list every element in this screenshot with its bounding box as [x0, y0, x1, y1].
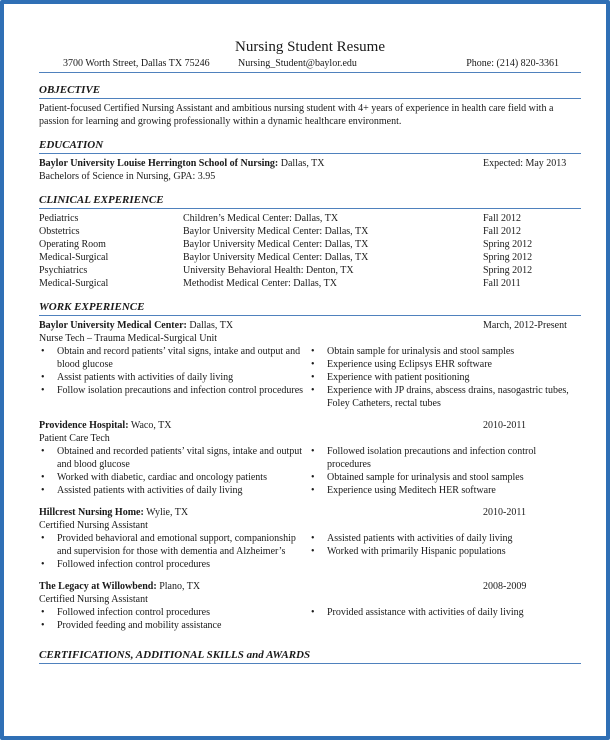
job-location: Dallas, TX — [186, 320, 234, 331]
clinical-place: Children’s Medical Center: Dallas, TX — [183, 213, 339, 224]
school-location: Dallas, TX — [278, 158, 325, 169]
duty-item: • Followed isolation precautions and infection control procedures — [309, 445, 579, 471]
job-date: 2010-2011 — [483, 507, 526, 518]
clinical-row — [39, 212, 581, 225]
duty-item: • Worked with diabetic, cardiac and oncology patients — [39, 471, 309, 484]
job-entry — [39, 419, 581, 497]
resume-title: Nursing Student Resume — [235, 39, 385, 55]
clinical-row — [39, 238, 581, 251]
work-list — [39, 319, 581, 632]
job-duties — [39, 445, 581, 497]
clinical-area: Psychiatrics — [39, 265, 88, 276]
duty-item: • Obtain and record patients’ vital signs, intake and output and blood glucose — [39, 345, 309, 371]
job-employer: The Legacy at Willowbend: — [39, 581, 157, 592]
duty-item: • Obtained sample for urinalysis and stool samples — [309, 471, 579, 484]
job-entry — [39, 319, 581, 410]
header-divider — [39, 72, 581, 73]
job-duties — [39, 606, 581, 632]
job-employer: Providence Hospital: — [39, 420, 129, 431]
clinical-row — [39, 264, 581, 277]
email: Nursing_Student@baylor.edu — [238, 58, 357, 69]
duties-right — [309, 606, 579, 632]
clinical-place: Baylor University Medical Center: Dallas, TX — [183, 226, 369, 237]
duty-item: • Experience with patient positioning — [309, 371, 579, 384]
duties-left — [39, 445, 309, 497]
section-divider — [39, 663, 581, 664]
job-header — [39, 580, 581, 593]
clinical-row — [39, 277, 581, 290]
job-role: Certified Nursing Assistant — [39, 594, 148, 605]
section-title-certifications: CERTIFICATIONS, ADDITIONAL SKILLS and AWARDS — [39, 649, 311, 661]
clinical-place: University Behavioral Health: Denton, TX — [183, 265, 354, 276]
section-title-objective: OBJECTIVE — [39, 84, 101, 96]
duty-item: • Assist patients with activities of daily living — [39, 371, 309, 384]
phone: Phone: (214) 820-3361 — [466, 58, 559, 69]
clinical-date: Fall 2011 — [483, 278, 521, 289]
duties-left — [39, 606, 309, 632]
clinical-list — [39, 212, 581, 290]
clinical-area: Pediatrics — [39, 213, 79, 224]
school-name: Baylor University Louise Herrington School of Nursing: — [39, 158, 279, 169]
clinical-area: Operating Room — [39, 239, 106, 250]
job-header — [39, 419, 581, 432]
duty-item: • Follow isolation precautions and infection control procedures — [39, 384, 309, 397]
clinical-area: Obstetrics — [39, 226, 80, 237]
clinical-place: Baylor University Medical Center: Dallas, TX — [183, 239, 369, 250]
job-location: Waco, TX — [128, 420, 172, 431]
job-location: Plano, TX — [156, 581, 201, 592]
section-title-work: WORK EXPERIENCE — [39, 301, 145, 313]
duty-item: • Worked with primarily Hispanic populations — [309, 545, 579, 558]
duty-item: • Assisted patients with activities of daily living — [309, 532, 579, 545]
job-role: Nurse Tech – Trauma Medical-Surgical Unit — [39, 333, 218, 344]
duty-item: • Obtain sample for urinalysis and stool samples — [309, 345, 579, 358]
clinical-area: Medical-Surgical — [39, 252, 109, 263]
section-divider — [39, 153, 581, 154]
job-header — [39, 319, 581, 332]
duty-item: • Assisted patients with activities of daily living — [39, 484, 309, 497]
job-entry — [39, 580, 581, 632]
section-title-clinical: CLINICAL EXPERIENCE — [39, 194, 164, 206]
clinical-date: Fall 2012 — [483, 226, 522, 237]
clinical-area: Medical-Surgical — [39, 278, 109, 289]
duty-item: • Followed infection control procedures — [39, 606, 309, 619]
objective-text: Patient-focused Certified Nursing Assistant and ambitious nursing student with 4+ years of experience in health care field with a passion for learning and growing professionally within a dynamic healthcare environment. — [39, 103, 554, 127]
duties-right — [309, 345, 579, 410]
clinical-date: Fall 2012 — [483, 213, 522, 224]
clinical-row — [39, 251, 581, 264]
section-divider — [39, 208, 581, 209]
education-row — [39, 157, 581, 170]
job-date: 2008-2009 — [483, 581, 527, 592]
clinical-date: Spring 2012 — [483, 252, 533, 263]
job-date: March, 2012-Present — [483, 320, 567, 331]
job-entry — [39, 506, 581, 571]
job-location: Wylie, TX — [143, 507, 189, 518]
duties-left — [39, 345, 309, 410]
section-divider — [39, 98, 581, 99]
duties-right — [309, 445, 579, 497]
resume-page — [39, 38, 581, 664]
clinical-place: Methodist Medical Center: Dallas, TX — [183, 278, 337, 289]
job-role: Patient Care Tech — [39, 433, 110, 444]
job-date: 2010-2011 — [483, 420, 526, 431]
duty-item: • Experience with JP drains, abscess drains, nasogastric tubes, Foley Catheters, rectal tubes — [309, 384, 579, 410]
duty-item: • Followed infection control procedures — [39, 558, 309, 571]
duties-left — [39, 532, 309, 571]
section-divider — [39, 315, 581, 316]
degree: Bachelors of Science in Nursing, GPA: 3.95 — [39, 171, 216, 182]
duty-item: • Provided assistance with activities of daily living — [309, 606, 579, 619]
duty-item: • Provided feeding and mobility assistance — [39, 619, 309, 632]
duty-item: • Experience using Meditech HER software — [309, 484, 579, 497]
duties-right — [309, 532, 579, 571]
address: 3700 Worth Street, Dallas TX 75246 — [63, 58, 210, 69]
duty-item: • Obtained and recorded patients’ vital signs, intake and output and blood glucose — [39, 445, 309, 471]
section-title-education: EDUCATION — [39, 139, 104, 151]
job-duties — [39, 345, 581, 410]
job-employer: Baylor University Medical Center: — [39, 320, 187, 331]
clinical-place: Baylor University Medical Center: Dallas, TX — [183, 252, 369, 263]
job-employer: Hillcrest Nursing Home: — [39, 507, 144, 518]
duty-item: • Provided behavioral and emotional support, companionship and supervision for those with dementia and Alzheimer’s — [39, 532, 309, 558]
job-header — [39, 506, 581, 519]
job-role: Certified Nursing Assistant — [39, 520, 148, 531]
job-duties — [39, 532, 581, 571]
clinical-row — [39, 225, 581, 238]
clinical-date: Spring 2012 — [483, 239, 533, 250]
contact-line — [39, 57, 581, 70]
education-date: Expected: May 2013 — [483, 158, 567, 169]
duty-item: • Experience using Eclipsys EHR software — [309, 358, 579, 371]
clinical-date: Spring 2012 — [483, 265, 533, 276]
